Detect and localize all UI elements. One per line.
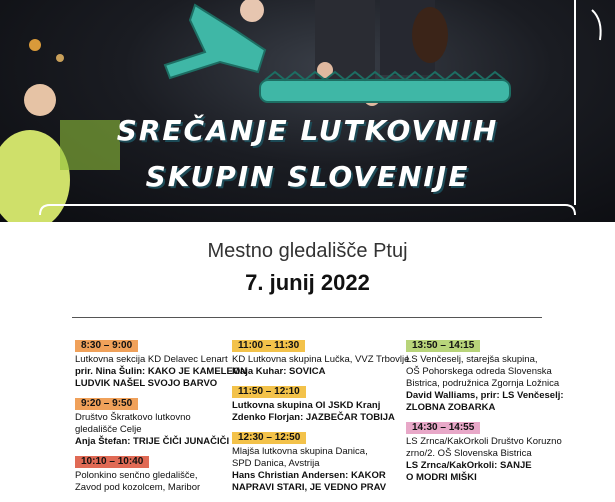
program-text-line: Lutkovna sekcija KD Delavec Lenart <box>75 354 228 365</box>
program-text-line: David Walliams, prir: LS Venčeselj: <box>406 390 564 401</box>
puppet-head <box>24 84 56 116</box>
program-text-line: KD Lutkovna skupina Lučka, VVZ Trbovlje <box>232 354 410 365</box>
program-slot <box>232 340 410 378</box>
program-text-line: SPD Danica, Avstrija <box>232 458 320 469</box>
program-text-line: gledališče Celje <box>75 424 142 435</box>
hero-photo <box>0 0 615 222</box>
program-text-line: Polonkino senčno gledališče, <box>75 470 198 481</box>
program-text-line: NAPRAVI STARI, JE VEDNO PRAV <box>232 482 387 493</box>
program-text-line: Zdenko Florjan: JAZBEČAR TOBIJA <box>232 412 395 423</box>
program-text-line: Hans Christian Andersen: KAKOR <box>232 470 386 481</box>
time-badge: 11:00 – 11:30 <box>232 340 305 352</box>
program-text-line: LS Venčeselj, starejša skupina, <box>406 354 538 365</box>
program-text-line: LS Zrnca/KakOrkoli Društvo Koruzno <box>406 436 562 447</box>
program-slot <box>232 432 402 494</box>
poster-title-line1: SREČANJE LUTKOVNIH <box>116 114 499 147</box>
program-slot <box>75 456 245 494</box>
program-text-line: OŠ Pohorskega odreda Slovenska <box>406 366 552 377</box>
guitar-icon <box>412 7 448 63</box>
time-badge: 13:50 – 14:15 <box>406 340 480 352</box>
program-text-line: Lutkovna skupina OI JSKD Kranj <box>232 400 381 411</box>
time-badge: 9:20 – 9:50 <box>75 398 138 410</box>
program-slot <box>75 340 248 390</box>
program-column-3 <box>406 340 576 492</box>
time-badge: 8:30 – 9:00 <box>75 340 138 352</box>
program-text-line: Društvo Škratkovo lutkovno <box>75 412 191 423</box>
program-text-line: Bistrica, podružnica Zgornja Ložnica <box>406 378 560 389</box>
program-slot <box>75 398 245 448</box>
program-text-line: Zavod pod kozolcem, Maribor <box>75 482 201 493</box>
program-text-line: LS Zrnca/KakOrkoli: SANJE <box>406 460 532 471</box>
program-text-line: O MODRI MIŠKI <box>406 472 477 483</box>
program-text-line: ZLOBNA ZOBARKA <box>406 402 496 413</box>
stage-light-icon <box>56 54 64 62</box>
program-text-line: Maja Kuhar: SOVICA <box>232 366 326 377</box>
poster-title-line2: SKUPIN SLOVENIJE <box>145 160 470 193</box>
program-slot <box>406 340 576 414</box>
stage-light-icon <box>29 39 41 51</box>
program-text-line: zrno/2. OŠ Slovenska Bistrica <box>406 448 532 459</box>
time-badge: 12:30 – 12:50 <box>232 432 306 444</box>
program-text-line: Mlajša lutkovna skupina Danica, <box>232 446 368 457</box>
program-text-line: prir. Nina Šulin: KAKO JE KAMELEON <box>75 366 248 377</box>
crocodile-tail <box>260 80 510 102</box>
program-column-1 <box>75 340 248 502</box>
program-slot <box>406 422 576 484</box>
divider <box>72 317 542 318</box>
program-column-2 <box>232 340 410 502</box>
venue: Mestno gledališče Ptuj <box>207 240 408 262</box>
hand-icon <box>240 0 264 22</box>
program-slot <box>232 386 402 424</box>
time-badge: 11:50 – 12:10 <box>232 386 306 398</box>
time-badge: 14:30 – 14:55 <box>406 422 480 434</box>
event-date: 7. junij 2022 <box>245 270 370 295</box>
time-badge: 10:10 – 10:40 <box>75 456 149 468</box>
program-text-line: Anja Štefan: TRIJE ČIČI JUNAČIČI <box>75 436 230 447</box>
program-text-line: LUDVIK NAŠEL SVOJO BARVO <box>75 378 218 389</box>
stage-frame <box>40 205 575 215</box>
